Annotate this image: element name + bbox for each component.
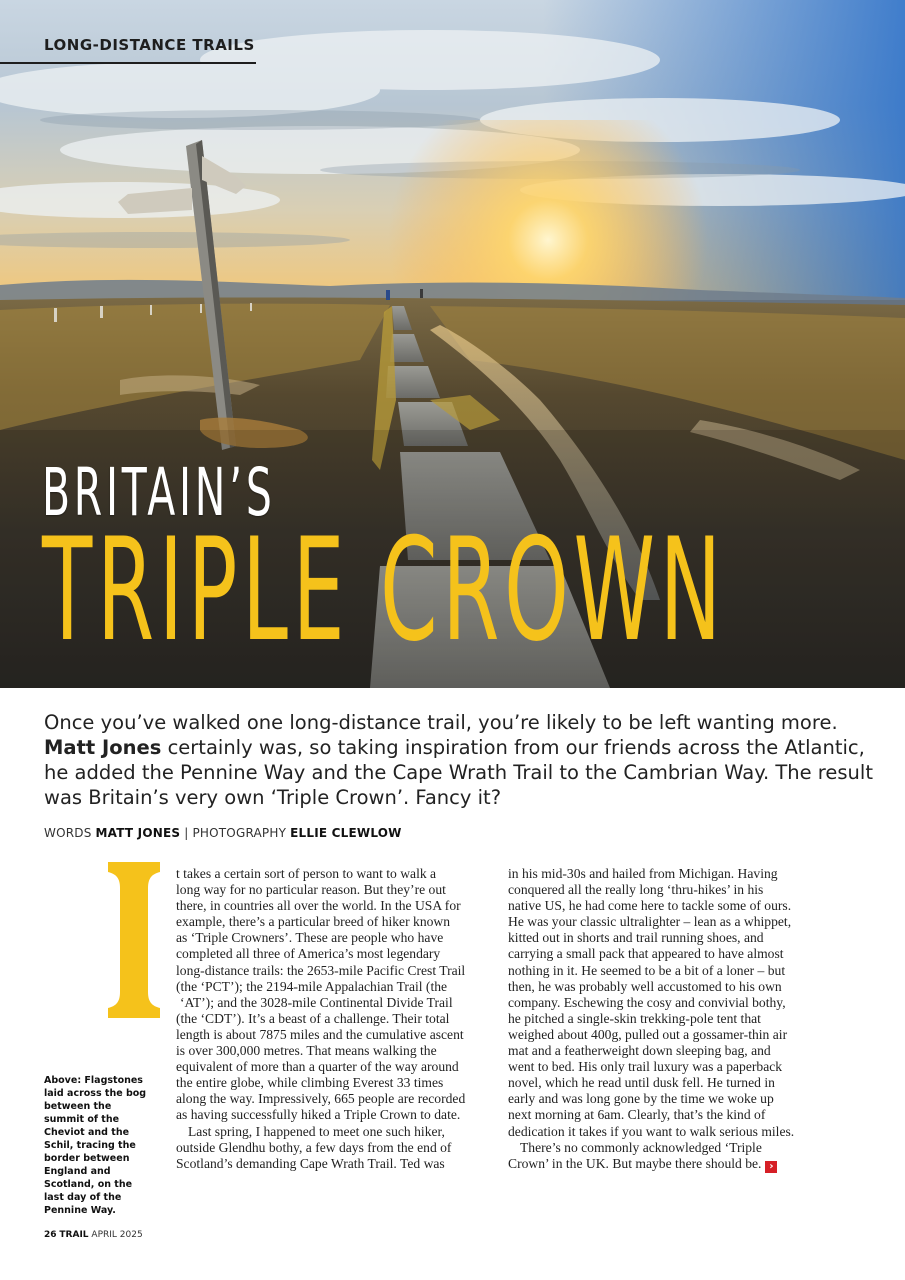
body-column-1	[176, 866, 494, 1172]
body-line: along the way. Impressively, 665 people are recorded	[176, 1091, 466, 1107]
body-line: Crown’ in the UK. But maybe there should be. ›	[508, 1156, 850, 1173]
headline-line1: BRITAIN’S	[42, 454, 276, 531]
body-line: native US, he had come here to tackle some of ours.	[508, 898, 792, 914]
issue-date: APRIL 2025	[91, 1230, 143, 1240]
standfirst-part1: Once you’ve walked one long-distance trail, you’re likely to be left wanting more.	[44, 711, 838, 734]
body-line: Scotland’s demanding Cape Wrath Trail. Ted was	[176, 1155, 445, 1171]
photographer-name: ELLIE CLEWLOW	[290, 826, 402, 840]
body-line: novel, which he read until dusk fell. He turned in	[508, 1075, 775, 1091]
body-line: t takes a certain sort of person to want to walk a	[176, 866, 437, 881]
body-line: company. Eschewing the cosy and convivial bothy,	[508, 994, 786, 1010]
body-line: long way for no particular reason. But they’re out	[176, 882, 446, 898]
body-line: outside Glendhu bothy, a few days from the end of	[176, 1139, 452, 1155]
body-column-2	[508, 866, 850, 1173]
words-label: WORDS	[44, 826, 96, 840]
body-line: is over 300,000 metres. That means walking the	[176, 1043, 437, 1059]
folio	[44, 1230, 143, 1240]
byline	[44, 826, 402, 840]
body-line: carrying a small pack that appeared to have almost	[508, 946, 784, 962]
standfirst-author: Matt Jones	[44, 736, 162, 759]
body-line: There’s no commonly acknowledged ‘Triple	[520, 1139, 762, 1155]
standfirst-part2: certainly was, so taking inspiration from our friends across the Atlantic, he added the Pennine Way and the Cape Wrath Trail to the Cambrian Way. The result was Britain’s very own ‘Triple Crown’. Fancy it?	[44, 736, 873, 809]
body-line: ‘AT’); and the 3028-mile Continental Divide Trail	[180, 994, 453, 1010]
body-line: Last spring, I happened to meet one such hiker,	[188, 1123, 445, 1139]
body-line: as having successfully hiked a Triple Crown to date.	[176, 1107, 461, 1123]
body-line: conquered all the really long ‘thru-hikes’ in his	[508, 882, 764, 898]
body-line: early and was long gone by the time we woke up	[508, 1091, 774, 1107]
body-line: kitted out in shorts and trail running shoes, and	[508, 930, 764, 946]
body-line: length is about 7875 miles and the cumulative ascent	[176, 1026, 464, 1042]
body-line: He was your classic ultralighter – lean as a whippet,	[508, 914, 792, 930]
magazine-name: TRAIL	[59, 1230, 89, 1240]
section-label: LONG-DISTANCE TRAILS	[44, 36, 255, 54]
photography-label: | PHOTOGRAPHY	[180, 826, 291, 840]
author-name: MATT JONES	[95, 826, 181, 840]
body-line: went to bed. His only trail luxury was a paperback	[508, 1059, 783, 1075]
body-line: (the ‘CDT’). It’s a beast of a challenge. Their total	[176, 1010, 450, 1026]
body-line: there, in countries all over the world. In the USA for	[176, 898, 461, 914]
body-line: long-distance trails: the 2653-mile Pacific Crest Trail	[176, 962, 466, 978]
body-line: completed all three of America’s most legendary	[176, 946, 441, 962]
body-line: dedication it takes if you want to walk serious miles.	[508, 1123, 795, 1139]
body-line: (the ‘PCT’); the 2194-mile Appalachian Trail (the	[176, 978, 448, 994]
section-rule	[0, 62, 256, 64]
page-number: 26	[44, 1230, 57, 1240]
body-line: next morning at 6am. Clearly, that’s the kind of	[508, 1107, 766, 1123]
body-line: equivalent of more than a quarter of the way around	[176, 1059, 459, 1075]
body-line: then, he was probably well accustomed to his own	[508, 978, 782, 994]
body-line: the entire globe, while climbing Everest 33 times	[176, 1075, 444, 1091]
headline-line2: TRIPLE CROWN	[42, 508, 726, 673]
drop-cap	[108, 862, 160, 1018]
standfirst	[44, 710, 874, 810]
body-line: he pitched a single-skin trekking-pole tent that	[508, 1010, 761, 1026]
body-line: weighed about 400g, pulled out a gossamer-thin air	[508, 1026, 788, 1042]
photo-caption: Above: Flagstones laid across the bog between the summit of the Cheviot and the Schil, tracing the border between England and Scotland, on the last day of the Pennine Way.	[44, 1075, 147, 1216]
body-line: nothing in it. He seemed to be a bit of a loner – but	[508, 962, 786, 978]
body-line: example, there’s a particular breed of hiker known	[176, 914, 451, 930]
body-line: as ‘Triple Crowners’. These are people who have	[176, 930, 444, 946]
end-of-article-icon: ›	[765, 1161, 777, 1173]
body-line: in his mid-30s and hailed from Michigan. Having	[508, 866, 778, 881]
body-line: mat and a featherweight down sleeping bag, and	[508, 1043, 771, 1059]
